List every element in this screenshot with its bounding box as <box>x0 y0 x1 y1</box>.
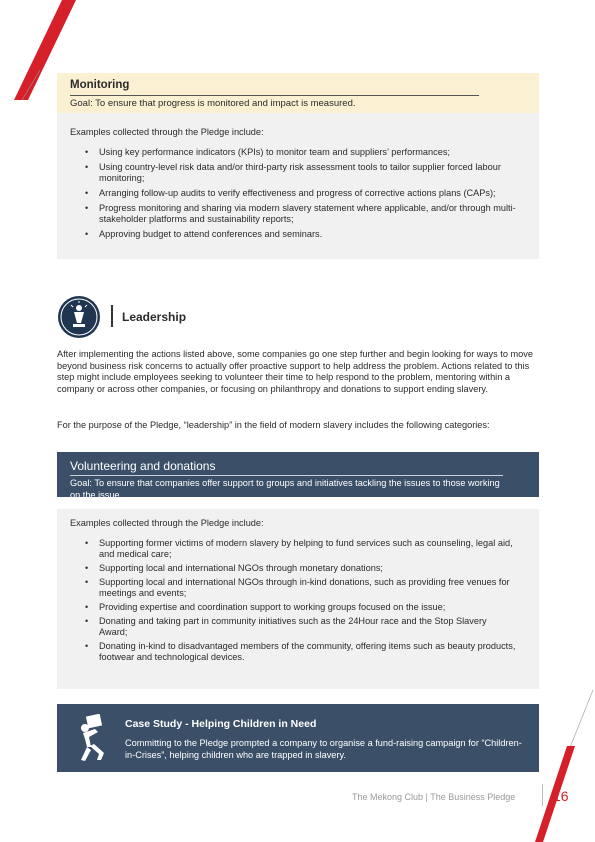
list-item: • Donating and taking part in community initiatives such as the 24Hour race and the Stop Slavery Award; <box>85 616 517 638</box>
person-carrying-box-icon <box>73 714 115 762</box>
monitoring-title: Monitoring <box>70 79 130 91</box>
list-item: • Using key performance indicators (KPIs) to monitor team and suppliers’ performances; <box>85 147 517 158</box>
case-study-text: Committing to the Pledge prompted a company to organise a fund-raising campaign for “Children-in-Crises”, helping children who are trapped in slavery. <box>125 738 522 760</box>
monitoring-list <box>85 147 517 244</box>
list-item: • Donating in-kind to disadvantaged members of the community, offering items such as beauty products, footwear and technological devices. <box>85 641 517 663</box>
heading-divider <box>111 305 113 327</box>
footer-text: The Mekong Club | The Business Pledge <box>352 792 516 802</box>
volunteering-rule <box>70 475 503 476</box>
list-item: • Supporting former victims of modern slavery by helping to fund services such as counseling, legal aid, and medical care; <box>85 538 517 560</box>
leadership-categories-intro: For the purpose of the Pledge, “leadership” in the field of modern slavery includes the following categories: <box>57 420 490 430</box>
volunteering-examples <box>57 509 539 689</box>
leadership-paragraph: After implementing the actions listed above, some companies go one step further and begin looking for ways to move beyond business risk concerns to actually offer proactive support to help address the problem. Actions related to this step might include employees seeking to volunteer their time to help respond to the problem, mentoring within a company or across other companies, or focusing on philanthropy and donations to support ending slavery. <box>57 349 533 394</box>
list-item: • Using country-level risk data and/or third-party risk assessment tools to tailor supplier forced labour monitoring; <box>85 162 517 184</box>
monitoring-intro: Examples collected through the Pledge include: <box>70 127 264 137</box>
volunteering-title: Volunteering and donations <box>70 459 216 473</box>
list-item: • Arranging follow-up audits to verify effectiveness and progress of corrective actions plans (CAPs); <box>85 188 517 199</box>
trophy-icon <box>57 295 101 339</box>
case-study-title: Case Study - Helping Children in Need <box>125 718 317 730</box>
list-item: • Supporting local and international NGOs through in-kind donations, such as providing free venues for meetings and events; <box>85 577 517 599</box>
monitoring-examples <box>57 113 539 259</box>
volunteering-intro: Examples collected through the Pledge include: <box>70 518 264 528</box>
list-item: • Progress monitoring and sharing via modern slavery statement where applicable, and/or through multi-stakeholder platforms and sustainability reports; <box>85 203 517 225</box>
monitoring-goal: Goal: To ensure that progress is monitored and impact is measured. <box>70 98 356 109</box>
monitoring-rule <box>70 95 479 96</box>
footer-divider <box>542 784 543 806</box>
case-study-box <box>57 704 539 772</box>
volunteering-goal: Goal: To ensure that companies offer support to groups and initiatives tackling the issues to those working on the issue. <box>70 478 500 500</box>
volunteering-list <box>85 538 517 666</box>
list-item: • Approving budget to attend conferences and seminars. <box>85 229 517 240</box>
volunteering-header <box>57 452 539 500</box>
list-item: • Supporting local and international NGOs through monetary donations; <box>85 563 517 574</box>
list-item: • Providing expertise and coordination support to working groups focused on the issue; <box>85 602 517 613</box>
page-number: 16 <box>553 788 569 804</box>
monitoring-header <box>57 73 539 113</box>
section-title: Leadership <box>122 310 187 324</box>
